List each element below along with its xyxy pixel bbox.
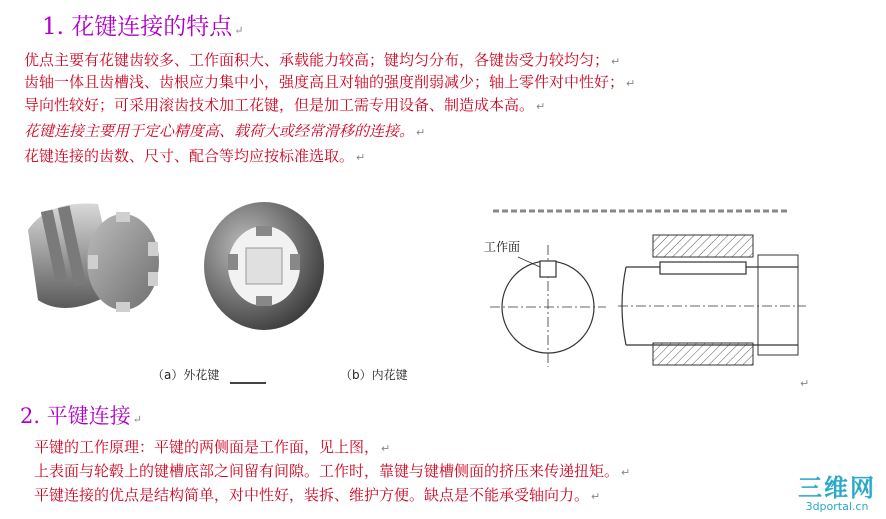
external-spline-figure	[8, 190, 168, 330]
section1-title: 1. 花键连接的特点 ↵	[42, 14, 244, 40]
paragraph-mark: ↵	[800, 377, 810, 390]
section2-line-2: 上表面与轮毂上的键槽底部之间留有间隙。工作时，靠键与键槽侧面的挤压来传递扭矩。 ↵	[34, 462, 631, 480]
work-face-label: 工作面	[484, 240, 521, 254]
flat-key-drawing	[478, 205, 808, 375]
watermark-logo: 三维网 3dportal.cn	[798, 474, 876, 513]
section1-line-1: 优点主要有花键齿较多、工作面积大、承载能力较高；键均匀分布，各键齿受力较均匀； ↵	[24, 51, 621, 69]
internal-spline-figure	[198, 196, 333, 336]
section2-line-3: 平键连接的优点是结构简单，对中性好，装拆、维护方便。缺点是不能承受轴向力。 ↵	[34, 486, 601, 504]
section2-line-1: 平键的工作原理：平键的两侧面是工作面，见上图， ↵	[34, 438, 391, 456]
section2-title: 2. 平键连接 ↵	[20, 404, 142, 428]
section1-line-4: 花键连接主要用于定心精度高、载荷大或经常滑移的连接。 ↵	[24, 122, 426, 140]
divider-line	[230, 382, 266, 384]
caption-internal-spline: （b）内花键	[340, 368, 408, 382]
caption-external-spline: （a）外花键	[152, 368, 220, 382]
section1-line-5: 花键连接的齿数、尺寸、配合等均应按标准选取。 ↵	[24, 147, 366, 165]
section1-line-2: 齿轴一体且齿槽浅、齿根应力集中小，强度高且对轴的强度削弱减少；轴上零件对中性好； ↵	[24, 73, 636, 91]
section1-line-3: 导向性较好；可采用滚齿技术加工花键，但是加工需专用设备、制造成本高。 ↵	[24, 96, 546, 114]
